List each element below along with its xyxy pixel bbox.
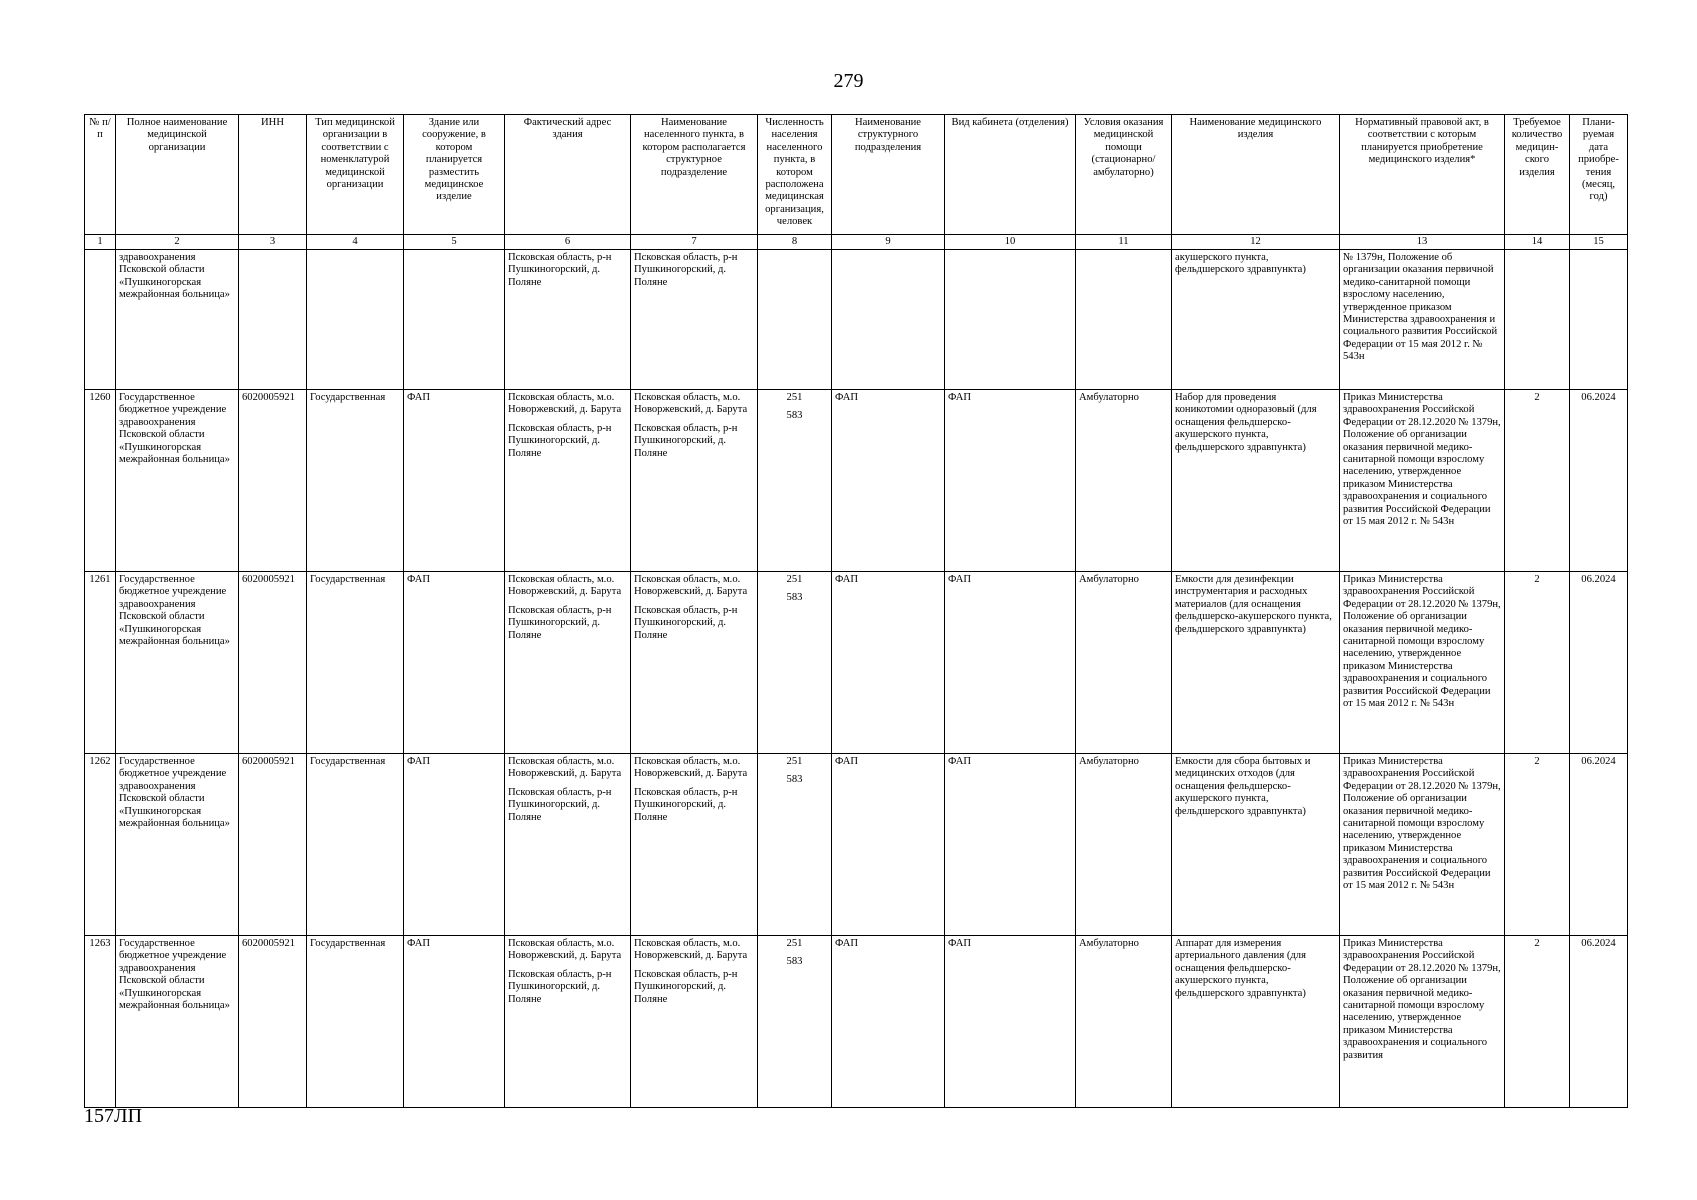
column-number: 15 <box>1570 235 1628 250</box>
address-line: Псковская область, р-н Пушкиногорский, д. Поляне <box>508 422 612 459</box>
population-value: 583 <box>786 410 803 422</box>
column-number: 7 <box>631 235 758 250</box>
table-row <box>85 390 1628 572</box>
address-cell <box>505 390 631 572</box>
legal-act-cell: Приказ Министерства здравоохранения Российской Федерации от 28.12.2020 № 1379н, Положение об организации оказания первичной медико-санитарной помощи взрослому населению, утвержденное приказом Министерства здравоохранения и социального развития Российской Федерации от 15 мая 2012 г. № 543н <box>1340 754 1505 936</box>
inn-cell: 6020005921 <box>239 936 307 1108</box>
quantity-cell <box>1505 250 1570 390</box>
settlement-cell <box>631 936 758 1108</box>
settlement-line: Псковская область, м.о. Новоржевский, д. Барута <box>634 574 748 598</box>
header-cell: Наименование медицинского изделия <box>1172 115 1340 235</box>
inn-cell: 6020005921 <box>239 572 307 754</box>
header-cell: Полное наименование медицинской организации <box>116 115 239 235</box>
division-cell: ФАП <box>832 936 945 1108</box>
cabinet-cell: ФАП <box>945 936 1076 1108</box>
address-cell: Псковская область, р-н Пушкиногорский, д. Поляне <box>505 250 631 390</box>
row-number-cell: 1261 <box>85 572 116 754</box>
settlement-line: Псковская область, р-н Пушкиногорский, д. Поляне <box>634 968 738 1005</box>
org-type-cell <box>307 250 404 390</box>
population-cell <box>758 572 832 754</box>
address-line: Псковская область, м.о. Новоржевский, д. Барута <box>508 574 622 598</box>
date-cell <box>1570 250 1628 390</box>
table-row <box>85 936 1628 1108</box>
legal-act-cell: Приказ Министерства здравоохранения Российской Федерации от 28.12.2020 № 1379н, Положение об организации оказания первичной медико-санитарной помощи взрослому населению, утвержденное приказом Министерства здравоохранения и социального развития Российской Федерации от 15 мая 2012 г. № 543н <box>1340 572 1505 754</box>
table-row <box>85 572 1628 754</box>
inn-cell: 6020005921 <box>239 754 307 936</box>
population-value: 583 <box>786 592 803 604</box>
header-cell: Требуемое количество медицин- ского изделия <box>1505 115 1570 235</box>
settlement-cell: Псковская область, р-н Пушкиногорский, д. Поляне <box>631 250 758 390</box>
legal-act-cell: Приказ Министерства здравоохранения Российской Федерации от 28.12.2020 № 1379н, Положение об организации оказания первичной медико-санитарной помощи взрослому населению, утвержденное приказом Министерства здравоохранения и социального развития <box>1340 936 1505 1108</box>
building-cell <box>404 250 505 390</box>
date-cell: 06.2024 <box>1570 936 1628 1108</box>
column-number: 12 <box>1172 235 1340 250</box>
column-number: 14 <box>1505 235 1570 250</box>
legal-act-cell: № 1379н, Положение об организации оказания первичной медико-санитарной помощи взрослому населению, утвержденное приказом Министерства здравоохранения и социального развития Российской Федерации от 15 мая 2012 г. № 543н <box>1340 250 1505 390</box>
quantity-cell: 2 <box>1505 936 1570 1108</box>
row-number-cell <box>85 250 116 390</box>
row-number-cell: 1260 <box>85 390 116 572</box>
date-cell: 06.2024 <box>1570 390 1628 572</box>
building-cell: ФАП <box>404 936 505 1108</box>
address-line: Псковская область, м.о. Новоржевский, д. Барута <box>508 938 622 962</box>
header-cell: № п/п <box>85 115 116 235</box>
settlement-line: Псковская область, р-н Пушкиногорский, д. Поляне <box>634 786 738 823</box>
row-number-cell: 1262 <box>85 754 116 936</box>
settlement-cell <box>631 390 758 572</box>
quantity-cell: 2 <box>1505 754 1570 936</box>
header-cell: Фактический адрес здания <box>505 115 631 235</box>
population-value: 251 <box>786 756 803 767</box>
header-cell: Здание или сооружение, в котором планируется разместить медицинское изделие <box>404 115 505 235</box>
population-value: 251 <box>786 392 803 403</box>
population-cell <box>758 250 832 390</box>
settlement-line: Псковская область, м.о. Новоржевский, д. Барута <box>634 392 748 416</box>
org-type-cell: Государственная <box>307 754 404 936</box>
population-cell <box>758 936 832 1108</box>
quantity-cell: 2 <box>1505 572 1570 754</box>
header-cell: Численность населения населенного пункта, в котором расположена медицинская организация, человек <box>758 115 832 235</box>
table-row <box>85 754 1628 936</box>
address-cell <box>505 936 631 1108</box>
settlement-line: Псковская область, м.о. Новоржевский, д. Барута <box>634 938 748 962</box>
page-number: 279 <box>833 70 864 92</box>
population-value: 583 <box>786 774 803 786</box>
header-cell: Вид кабинета (отделения) <box>945 115 1076 235</box>
organization-cell: Государственное бюджетное учреждение здравоохранения Псковской области «Пушкиногорская межрайонная больница» <box>116 572 239 754</box>
address-line: Псковская область, р-н Пушкиногорский, д. Поляне <box>508 968 612 1005</box>
org-type-cell: Государственная <box>307 572 404 754</box>
cabinet-cell: ФАП <box>945 754 1076 936</box>
device-cell: акушерского пункта, фельдшерского здравпункта) <box>1172 250 1340 390</box>
org-type-cell: Государственная <box>307 390 404 572</box>
column-number: 11 <box>1076 235 1172 250</box>
conditions-cell <box>1076 250 1172 390</box>
population-value: 583 <box>786 956 803 968</box>
address-line: Псковская область, м.о. Новоржевский, д. Барута <box>508 392 622 416</box>
settlement-cell <box>631 572 758 754</box>
division-cell <box>832 250 945 390</box>
building-cell: ФАП <box>404 754 505 936</box>
column-number: 3 <box>239 235 307 250</box>
header-cell: Нормативный правовой акт, в соответствии с которым планируется приобретение медицинского изделия* <box>1340 115 1505 235</box>
organization-cell: здравоохранения Псковской области «Пушкиногорская межрайонная больница» <box>116 250 239 390</box>
device-cell: Емкости для дезинфекции инструментария и расходных материалов (для оснащения фельдшерско-акушерского пункта, фельдшерского здравпункта) <box>1172 572 1340 754</box>
organization-cell: Государственное бюджетное учреждение здравоохранения Псковской области «Пушкиногорская межрайонная больница» <box>116 390 239 572</box>
device-cell: Емкости для сбора бытовых и медицинских отходов (для оснащения фельдшерско-акушерского пункта, фельдшерского здравпункта) <box>1172 754 1340 936</box>
header-cell: Плани- руемая дата приобре- тения (месяц, год) <box>1570 115 1628 235</box>
column-number: 8 <box>758 235 832 250</box>
equipment-table <box>84 114 1628 1108</box>
division-cell: ФАП <box>832 390 945 572</box>
address-line: Псковская область, р-н Пушкиногорский, д. Поляне <box>508 604 612 641</box>
legal-act-cell: Приказ Министерства здравоохранения Российской Федерации от 28.12.2020 № 1379н, Положение об организации оказания первичной медико-санитарной помощи взрослому населению, утвержденное приказом Министерства здравоохранения и социального развития Российской Федерации от 15 мая 2012 г. № 543н <box>1340 390 1505 572</box>
column-number: 2 <box>116 235 239 250</box>
settlement-line: Псковская область, м.о. Новоржевский, д. Барута <box>634 756 748 780</box>
column-number: 10 <box>945 235 1076 250</box>
conditions-cell: Амбулаторно <box>1076 754 1172 936</box>
quantity-cell: 2 <box>1505 390 1570 572</box>
address-cell <box>505 572 631 754</box>
header-cell: Наименование населенного пункта, в котором располагается структурное подразделение <box>631 115 758 235</box>
address-line: Псковская область, р-н Пушкиногорский, д. Поляне <box>508 786 612 823</box>
organization-cell: Государственное бюджетное учреждение здравоохранения Псковской области «Пушкиногорская межрайонная больница» <box>116 936 239 1108</box>
document-code: 157ЛП <box>84 1105 143 1127</box>
settlement-line: Псковская область, р-н Пушкиногорский, д. Поляне <box>634 604 738 641</box>
cabinet-cell: ФАП <box>945 390 1076 572</box>
building-cell: ФАП <box>404 572 505 754</box>
date-cell: 06.2024 <box>1570 754 1628 936</box>
population-value: 251 <box>786 574 803 585</box>
inn-cell <box>239 250 307 390</box>
header-cell: ИНН <box>239 115 307 235</box>
cabinet-cell: ФАП <box>945 572 1076 754</box>
header-cell: Наименование структурного подразделения <box>832 115 945 235</box>
row-number-cell: 1263 <box>85 936 116 1108</box>
conditions-cell: Амбулаторно <box>1076 390 1172 572</box>
settlement-cell <box>631 754 758 936</box>
column-number: 4 <box>307 235 404 250</box>
date-cell: 06.2024 <box>1570 572 1628 754</box>
address-line: Псковская область, м.о. Новоржевский, д. Барута <box>508 756 622 780</box>
population-cell <box>758 390 832 572</box>
settlement-line: Псковская область, р-н Пушкиногорский, д. Поляне <box>634 422 738 459</box>
org-type-cell: Государственная <box>307 936 404 1108</box>
column-number: 9 <box>832 235 945 250</box>
device-cell: Набор для проведения коникотомии одноразовый (для оснащения фельдшерско-акушерского пункта, фельдшерского здравпункта) <box>1172 390 1340 572</box>
header-cell: Тип медицинской организации в соответствии с номенклатурой медицинской организации <box>307 115 404 235</box>
column-number: 1 <box>85 235 116 250</box>
header-row <box>85 115 1628 235</box>
building-cell: ФАП <box>404 390 505 572</box>
column-number: 5 <box>404 235 505 250</box>
device-cell: Аппарат для измерения артериального давления (для оснащения фельдшерско-акушерского пункта, фельдшерского здравпункта) <box>1172 936 1340 1108</box>
column-number-row <box>85 235 1628 250</box>
header-cell: Условия оказания медицинской помощи (стационарно/ амбулаторно) <box>1076 115 1172 235</box>
division-cell: ФАП <box>832 572 945 754</box>
conditions-cell: Амбулаторно <box>1076 936 1172 1108</box>
cabinet-cell <box>945 250 1076 390</box>
column-number: 13 <box>1340 235 1505 250</box>
inn-cell: 6020005921 <box>239 390 307 572</box>
population-value: 251 <box>786 938 803 949</box>
continuation-row <box>85 250 1628 390</box>
conditions-cell: Амбулаторно <box>1076 572 1172 754</box>
division-cell: ФАП <box>832 754 945 936</box>
address-cell <box>505 754 631 936</box>
column-number: 6 <box>505 235 631 250</box>
population-cell <box>758 754 832 936</box>
organization-cell: Государственное бюджетное учреждение здравоохранения Псковской области «Пушкиногорская межрайонная больница» <box>116 754 239 936</box>
